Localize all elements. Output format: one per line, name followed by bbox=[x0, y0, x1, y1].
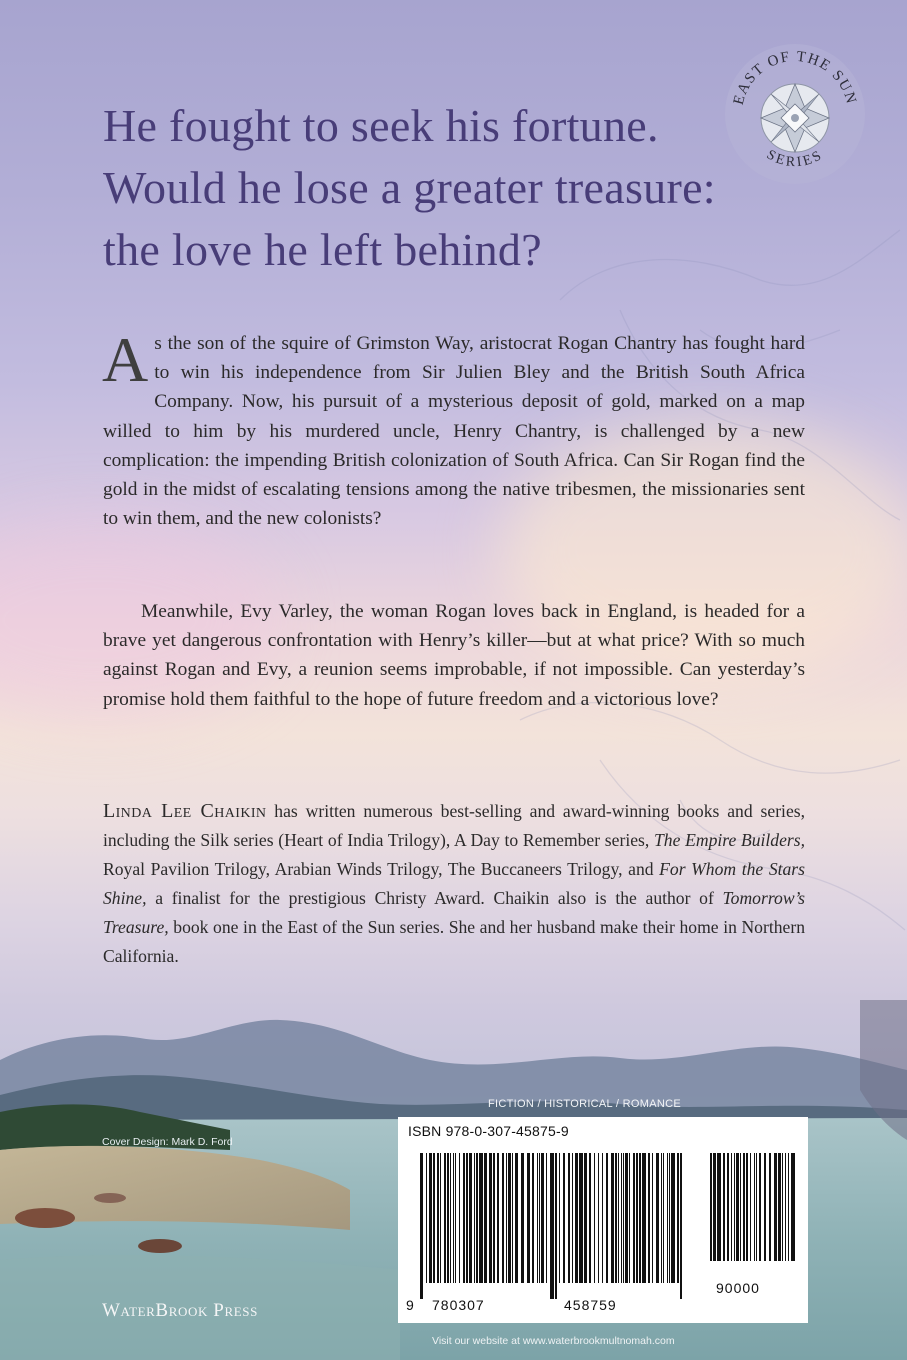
barcode-bar bbox=[731, 1153, 732, 1261]
barcode-bar bbox=[667, 1153, 668, 1283]
barcode-bar bbox=[444, 1153, 446, 1283]
barcode-bar bbox=[743, 1153, 745, 1261]
tagline-line: Would he lose a greater treasure: bbox=[103, 162, 716, 213]
barcode-bar bbox=[579, 1153, 583, 1283]
genre-label: FICTION / HISTORICAL / ROMANCE bbox=[488, 1098, 681, 1110]
barcode-bar bbox=[437, 1153, 439, 1283]
barcode-bar bbox=[474, 1153, 475, 1283]
barcode-bar bbox=[611, 1153, 614, 1283]
barcode-bar bbox=[791, 1153, 795, 1261]
bio-title: Tomorrow’s Treasure, bbox=[103, 888, 805, 937]
barcode-bar bbox=[575, 1153, 578, 1283]
barcode-bar bbox=[515, 1153, 518, 1283]
description-paragraph-1 bbox=[102, 324, 805, 533]
description-paragraph-2: Meanwhile, Evy Varley, the woman Rogan loves back in England, is headed for a brave yet dangerous confrontation with Henry’s killer—but at what price? With so much against Rogan and Evy, a reunion seems improbable, if not impossible. Can yesterday’s promise hold them faithful to the hope of future freedom and a victorious love? bbox=[103, 601, 805, 710]
barcode-bar bbox=[661, 1153, 662, 1283]
barcode-bar bbox=[512, 1153, 513, 1283]
barcode-addon-digits: 90000 bbox=[716, 1280, 760, 1296]
bio-text: has written numerous best-selling and award-winning books and series, including the Silk series (Heart of India Trilogy), A Day to Remember series, bbox=[103, 801, 805, 850]
barcode-bar bbox=[466, 1153, 468, 1283]
barcode-bar bbox=[648, 1153, 650, 1283]
barcode-bar bbox=[459, 1153, 460, 1283]
barcode-bar bbox=[636, 1153, 638, 1283]
barcode-bar bbox=[541, 1153, 544, 1283]
barcode-bar bbox=[594, 1153, 595, 1283]
barcode-bar bbox=[420, 1153, 423, 1299]
barcode-bar bbox=[769, 1153, 771, 1261]
barcode-bar bbox=[663, 1153, 664, 1283]
barcode-bar bbox=[497, 1153, 499, 1283]
barcode-bar bbox=[450, 1153, 451, 1283]
barcode-bar bbox=[756, 1153, 757, 1261]
barcode-bar bbox=[782, 1153, 783, 1261]
barcode-bar bbox=[713, 1153, 716, 1261]
barcode-bar bbox=[764, 1153, 766, 1261]
barcode-bar bbox=[746, 1153, 748, 1261]
barcode-bar bbox=[606, 1153, 608, 1283]
barcode-bar bbox=[621, 1153, 622, 1283]
bio-text: book one in the East of the Sun series. She and her husband make their home in Northern California. bbox=[103, 917, 805, 966]
barcode-bar bbox=[778, 1153, 781, 1261]
publisher-logo: WaterBrook Press bbox=[102, 1300, 258, 1321]
barcode-bar bbox=[717, 1153, 721, 1261]
barcode-bar bbox=[656, 1153, 659, 1283]
barcode-bar bbox=[785, 1153, 786, 1261]
barcode-bar bbox=[642, 1153, 646, 1283]
barcode-bar bbox=[484, 1153, 487, 1283]
diamond-icon bbox=[761, 84, 829, 152]
barcode-right-digits: 458759 bbox=[564, 1297, 617, 1313]
barcode-bar bbox=[754, 1153, 755, 1261]
barcode-bar bbox=[546, 1153, 547, 1283]
author-bio bbox=[103, 797, 805, 971]
barcode-bar bbox=[598, 1153, 599, 1283]
barcode-bar bbox=[677, 1153, 679, 1283]
barcode-left-digits: 780307 bbox=[432, 1297, 485, 1313]
tagline bbox=[103, 95, 803, 281]
barcode-panel bbox=[398, 1117, 808, 1323]
barcode-bar bbox=[469, 1153, 472, 1283]
barcode-bar bbox=[740, 1153, 741, 1261]
barcode-bar bbox=[615, 1153, 617, 1283]
barcode-bar bbox=[623, 1153, 624, 1283]
barcode-bar bbox=[671, 1153, 675, 1283]
barcode-bar bbox=[453, 1153, 454, 1283]
barcode-bar bbox=[455, 1153, 456, 1283]
barcode-bar bbox=[584, 1153, 587, 1283]
barcode-bar bbox=[532, 1153, 534, 1283]
price-barcode bbox=[708, 1153, 800, 1277]
barcode-bar bbox=[572, 1153, 573, 1283]
barcode-bar bbox=[476, 1153, 478, 1283]
isbn-barcode bbox=[418, 1153, 688, 1299]
barcode-bar bbox=[633, 1153, 635, 1283]
drop-cap: A bbox=[102, 324, 149, 395]
barcode-bar bbox=[527, 1153, 530, 1283]
barcode-bar bbox=[759, 1153, 761, 1261]
barcode-bar bbox=[537, 1153, 538, 1283]
barcode-bar bbox=[521, 1153, 524, 1283]
description-text: s the son of the squire of Grimston Way, aristocrat Rogan Chantry has fought hard to win his independence from Sir Julien Bley and the British South Africa Company. Now, his pursuit of a mysterious deposit of gold, marked on a map willed to him by his murdered uncle, Henry Chantry, is challenged by a new complication: the impending British colonization of South Africa. Can Sir Rogan find the gold in the midst of escalating tensions among the native tribesmen, the missionaries sent to win them, and the new colonists? bbox=[103, 333, 805, 530]
barcode-bar bbox=[750, 1153, 751, 1261]
barcode-bar bbox=[493, 1153, 495, 1283]
tagline-line: the love he left behind? bbox=[103, 224, 542, 275]
barcode-bar bbox=[502, 1153, 504, 1283]
author-name: Linda Lee Chaikin bbox=[103, 800, 267, 822]
barcode-bar bbox=[440, 1153, 441, 1283]
barcode-bar bbox=[539, 1153, 540, 1283]
barcode-bar bbox=[506, 1153, 507, 1283]
website-note: Visit our website at www.waterbrookmultnomah.com bbox=[432, 1335, 675, 1347]
bio-title: For Whom the Stars Shine, bbox=[103, 859, 805, 908]
barcode-bar bbox=[736, 1153, 739, 1261]
barcode-bar bbox=[734, 1153, 735, 1261]
tagline-line: He fought to seek his fortune. bbox=[103, 100, 659, 151]
barcode-bar bbox=[508, 1153, 511, 1283]
barcode-bar bbox=[550, 1153, 554, 1299]
barcode-bar bbox=[568, 1153, 570, 1283]
barcode-bar bbox=[463, 1153, 465, 1283]
barcode-bar bbox=[774, 1153, 777, 1261]
bio-title: The Empire Builders, bbox=[654, 830, 805, 850]
barcode-bar bbox=[559, 1153, 560, 1283]
cover-design-credit: Cover Design: Mark D. Ford bbox=[102, 1136, 233, 1148]
barcode-bar bbox=[710, 1153, 712, 1261]
barcode-bar bbox=[652, 1153, 653, 1283]
barcode-bar bbox=[555, 1153, 557, 1299]
badge-bottom-text: SERIES bbox=[763, 147, 827, 171]
barcode-bar bbox=[489, 1153, 492, 1283]
barcode-bar bbox=[479, 1153, 483, 1283]
series-badge bbox=[722, 34, 868, 186]
barcode-bar bbox=[429, 1153, 432, 1283]
barcode-bar bbox=[433, 1153, 435, 1283]
barcode-bar bbox=[723, 1153, 725, 1261]
barcode-lead-digit: 9 bbox=[406, 1297, 414, 1313]
barcode-bar bbox=[447, 1153, 449, 1283]
barcode-bar bbox=[680, 1153, 682, 1299]
barcode-bar bbox=[639, 1153, 641, 1283]
barcode-bar bbox=[629, 1153, 630, 1283]
barcode-bar bbox=[563, 1153, 565, 1283]
barcode-bar bbox=[788, 1153, 789, 1261]
badge-top-text: EAST OF THE SUN bbox=[730, 48, 860, 107]
bio-text: Royal Pavilion Trilogy, Arabian Winds Trilogy, The Buccaneers Trilogy, and bbox=[103, 859, 660, 879]
barcode-bar bbox=[625, 1153, 628, 1283]
bio-text: a finalist for the prestigious Christy Award. Chaikin also is the author of bbox=[146, 888, 723, 908]
isbn-number: ISBN 978-0-307-45875-9 bbox=[408, 1123, 569, 1139]
barcode-bar bbox=[602, 1153, 603, 1283]
barcode-bar bbox=[727, 1153, 729, 1261]
barcode-bar bbox=[426, 1153, 427, 1283]
barcode-bar bbox=[589, 1153, 591, 1283]
barcode-bar bbox=[669, 1153, 670, 1283]
barcode-bar bbox=[618, 1153, 619, 1283]
